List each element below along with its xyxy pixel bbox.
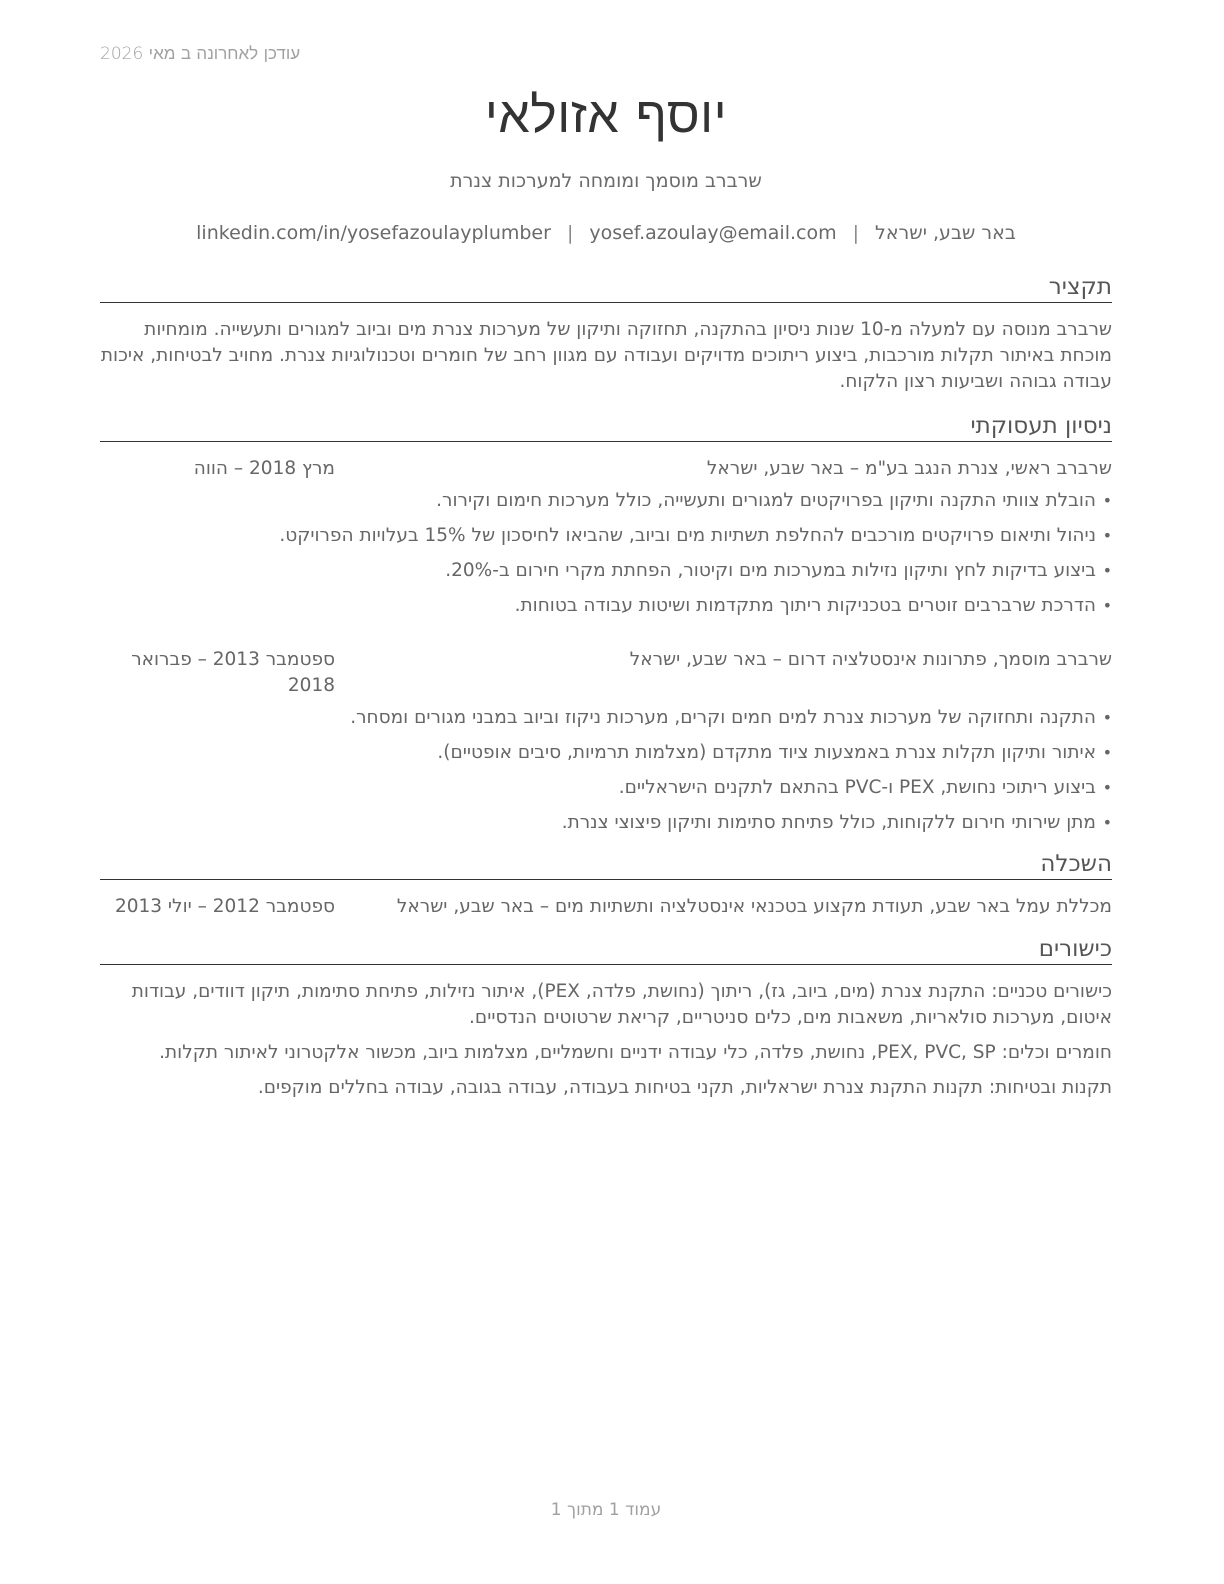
job-dates: מרץ 2018 – הווה bbox=[193, 458, 335, 479]
last-updated: עודכן לאחרונה ב מאי 2026 bbox=[100, 44, 301, 64]
skills-safety: תקנות ובטיחות: תקנות התקנת צנרת ישראליות, תקני בטיחות בעבודה, עבודה בגובה, עבודה בחללים מוקפים. bbox=[257, 1077, 1112, 1098]
job-bullets bbox=[100, 488, 1112, 619]
job-bullet: • התקנה ותחזוקה של מערכות צנרת למים חמים וקרים, מערכות ניקוז וביוב במבני מגורים ומסחר. bbox=[100, 705, 1112, 731]
job-bullet: • ביצוע בדיקות לחץ ותיקון נזילות במערכות מים וקיטור, הפחתת מקרי חירום ב-20%. bbox=[100, 558, 1112, 584]
candidate-tagline: שרברב מוסמך ומומחה למערכות צנרת bbox=[450, 170, 762, 192]
contact-email[interactable]: yosef.azoulay@email.com bbox=[589, 222, 837, 244]
job-bullet: • ביצוע ריתוכי נחושת, PEX ו-PVC בהתאם לתקנים הישראליים. bbox=[100, 775, 1112, 801]
job-bullet: • ניהול ותיאום פרויקטים מורכבים להחלפת תשתיות מים וביוב, שהביאו לחיסכון של 15% בעלויות הפרויקט. bbox=[100, 523, 1112, 549]
summary-section bbox=[100, 274, 1112, 395]
job-bullet: • איתור ותיקון תקלות צנרת באמצעות ציוד מתקדם (מצלמות תרמיות, סיבים אופטיים). bbox=[100, 740, 1112, 766]
education-title: מכללת עמל באר שבע, תעודת מקצוע בטכנאי אינסטלציה ותשתיות מים – באר שבע, ישראל bbox=[396, 896, 1112, 917]
job-entry bbox=[100, 647, 1112, 836]
contact-separator: | bbox=[566, 222, 574, 244]
experience-heading: ניסיון תעסוקתי bbox=[100, 413, 1112, 442]
page-number: עמוד 1 מתוך 1 bbox=[550, 1500, 662, 1520]
job-title: שרברב ראשי, צנרת הנגב בע"מ – באר שבע, ישראל bbox=[706, 458, 1112, 479]
education-heading: השכלה bbox=[100, 851, 1112, 880]
job-bullet: • הובלת צוותי התקנה ותיקון בפרויקטים למגורים ותעשייה, כולל מערכות חימום וקירור. bbox=[100, 488, 1112, 514]
education-dates: ספטמבר 2012 – יולי 2013 bbox=[114, 896, 335, 917]
contact-location: באר שבע, ישראל bbox=[875, 222, 1016, 244]
skills-section bbox=[100, 936, 1112, 1110]
job-bullet: • הדרכת שרברבים זוטרים בטכניקות ריתוך מתקדמות ושיטות עבודה בטוחות. bbox=[100, 593, 1112, 619]
skills-technical: כישורים טכניים: התקנת צנרת (מים, ביוב, גז), ריתוך (נחושת, פלדה, PEX), איתור נזילות, פתיחת סתימות, תיקון דוודים, עבודות איטום, מערכות סולאריות, משאבות מים, כלים סניטריים, קריאת שרטוטים הנדסיים. bbox=[131, 981, 1112, 1028]
contact-line bbox=[100, 222, 1112, 244]
experience-section bbox=[100, 413, 1112, 845]
job-dates: ספטמבר 2013 – פברואר 2018 bbox=[131, 649, 335, 696]
job-header bbox=[100, 647, 1112, 699]
skills-list bbox=[100, 979, 1112, 1101]
contact-linkedin[interactable]: linkedin.com/in/yosefazoulayplumber bbox=[196, 222, 551, 244]
education-entry bbox=[100, 894, 1112, 920]
job-entry bbox=[100, 456, 1112, 619]
skills-heading: כישורים bbox=[100, 936, 1112, 965]
job-header bbox=[100, 456, 1112, 482]
summary-text: שרברב מנוסה עם למעלה מ-10 שנות ניסיון בהתקנה, תחזוקה ותיקון של מערכות צנרת מים וביוב למגורים ותעשייה. מומחיות מוכחת באיתור תקלות מורכבות, ביצוע ריתוכים מדויקים ועבודה עם מגוון רחב של חומרים וטכנולוגיות צנרת. מחויב לבטיחות, איכות עבודה גבוהה ושביעות רצון הלקוח. bbox=[100, 319, 1112, 392]
skills-materials: חומרים וכלים: PEX, PVC, SP, נחושת, פלדה, כלי עבודה ידניים וחשמליים, מצלמות ביוב, מכשור אלקטרוני לאיתור תקלות. bbox=[159, 1042, 1112, 1063]
job-title: שרברב מוסמך, פתרונות אינסטלציה דרום – באר שבע, ישראל bbox=[629, 649, 1112, 670]
candidate-name: יוסף אזולאי bbox=[484, 86, 728, 144]
job-bullet: • מתן שירותי חירום ללקוחות, כולל פתיחת סתימות ותיקון פיצוצי צנרת. bbox=[100, 810, 1112, 836]
education-section bbox=[100, 851, 1112, 920]
summary-heading: תקציר bbox=[100, 274, 1112, 303]
contact-separator: | bbox=[852, 222, 860, 244]
job-bullets bbox=[100, 705, 1112, 836]
resume-page bbox=[100, 0, 1112, 1584]
